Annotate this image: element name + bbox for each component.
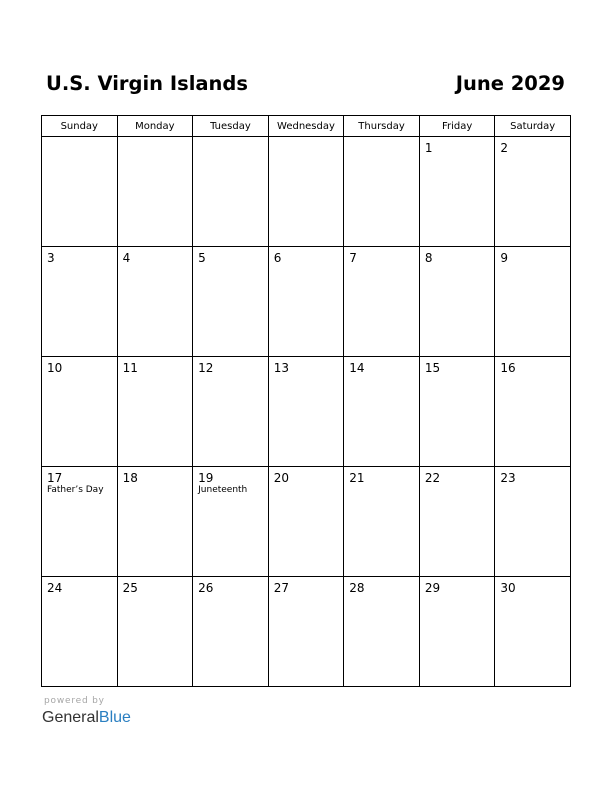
day-number <box>118 137 193 155</box>
holiday-label: Juneteenth <box>198 485 248 495</box>
day-number: 12 <box>198 361 214 375</box>
weekday-saturday: Saturday <box>495 116 571 137</box>
day-number: 30 <box>500 581 516 595</box>
week-row <box>42 247 571 357</box>
day-cell <box>419 577 495 687</box>
day-number: 10 <box>47 361 63 375</box>
day-cell <box>495 357 571 467</box>
day-cell <box>419 247 495 357</box>
day-cell <box>268 247 344 357</box>
day-cell <box>117 137 193 247</box>
day-number: 3 <box>47 251 55 265</box>
day-cell <box>268 357 344 467</box>
day-number: 5 <box>198 251 206 265</box>
weekday-monday: Monday <box>117 116 193 137</box>
day-number: 11 <box>122 361 138 375</box>
day-number: 2 <box>500 141 509 155</box>
day-cell <box>193 357 269 467</box>
day-cell <box>495 137 571 247</box>
day-cell <box>344 357 420 467</box>
day-number: 22 <box>424 471 441 485</box>
day-number: 28 <box>349 581 365 595</box>
month-title: June 2029 <box>455 72 565 95</box>
brand-logo <box>42 708 131 728</box>
week-row <box>42 137 571 247</box>
week-row <box>42 467 571 577</box>
calendar-grid <box>41 115 571 687</box>
weekday-header-row <box>42 116 571 137</box>
day-cell <box>419 357 495 467</box>
day-cell <box>495 467 571 577</box>
weekday-sunday: Sunday <box>42 116 118 137</box>
day-cell <box>495 247 571 357</box>
weekday-wednesday: Wednesday <box>268 116 344 137</box>
day-cell <box>193 467 269 577</box>
day-number: 13 <box>273 361 289 375</box>
day-cell <box>344 577 420 687</box>
day-number: 15 <box>424 361 441 375</box>
day-cell <box>117 357 193 467</box>
day-cell <box>495 577 571 687</box>
day-cell <box>193 577 269 687</box>
day-cell <box>268 137 344 247</box>
day-cell <box>117 467 193 577</box>
day-number <box>269 137 344 155</box>
calendar-body <box>42 137 571 687</box>
day-number: 24 <box>47 581 63 595</box>
day-cell <box>42 357 118 467</box>
day-number <box>344 137 419 155</box>
day-cell <box>42 137 118 247</box>
footer-logo <box>42 696 131 728</box>
day-number: 9 <box>500 251 509 265</box>
brand-name-part1: General <box>42 709 99 726</box>
day-cell <box>344 467 420 577</box>
day-cell <box>344 137 420 247</box>
day-number: 6 <box>273 251 282 265</box>
powered-by-text: powered by <box>44 696 105 706</box>
brand-name-part2: Blue <box>98 709 131 726</box>
day-cell <box>193 137 269 247</box>
day-number: 18 <box>122 471 138 485</box>
region-title: U.S. Virgin Islands <box>46 72 248 95</box>
day-number: 21 <box>349 471 365 485</box>
weekday-friday: Friday <box>419 116 495 137</box>
day-number: 23 <box>500 471 516 485</box>
holiday-label: Father’s Day <box>47 485 104 495</box>
day-cell <box>419 137 495 247</box>
day-number <box>193 137 268 155</box>
day-cell <box>268 467 344 577</box>
day-number: 20 <box>273 471 289 485</box>
week-row <box>42 577 571 687</box>
day-cell <box>344 247 420 357</box>
day-number: 14 <box>349 361 365 375</box>
day-number: 26 <box>198 581 214 595</box>
week-row <box>42 357 571 467</box>
weekday-tuesday: Tuesday <box>193 116 269 137</box>
day-cell <box>42 247 118 357</box>
day-cell <box>42 467 118 577</box>
day-cell <box>42 577 118 687</box>
day-number: 7 <box>349 251 357 265</box>
day-number: 25 <box>122 581 138 595</box>
day-number: 29 <box>424 581 441 595</box>
weekday-thursday: Thursday <box>344 116 420 137</box>
day-number: 27 <box>273 581 289 595</box>
day-cell <box>117 247 193 357</box>
day-number: 16 <box>500 361 516 375</box>
day-cell <box>193 247 269 357</box>
day-number: 8 <box>424 251 433 265</box>
day-cell <box>419 467 495 577</box>
day-cell <box>268 577 344 687</box>
day-number: 1 <box>424 141 433 155</box>
day-number: 17 <box>47 471 63 485</box>
day-cell <box>117 577 193 687</box>
day-number: 19 <box>198 471 214 485</box>
day-number: 4 <box>122 251 131 265</box>
day-number <box>42 137 117 155</box>
